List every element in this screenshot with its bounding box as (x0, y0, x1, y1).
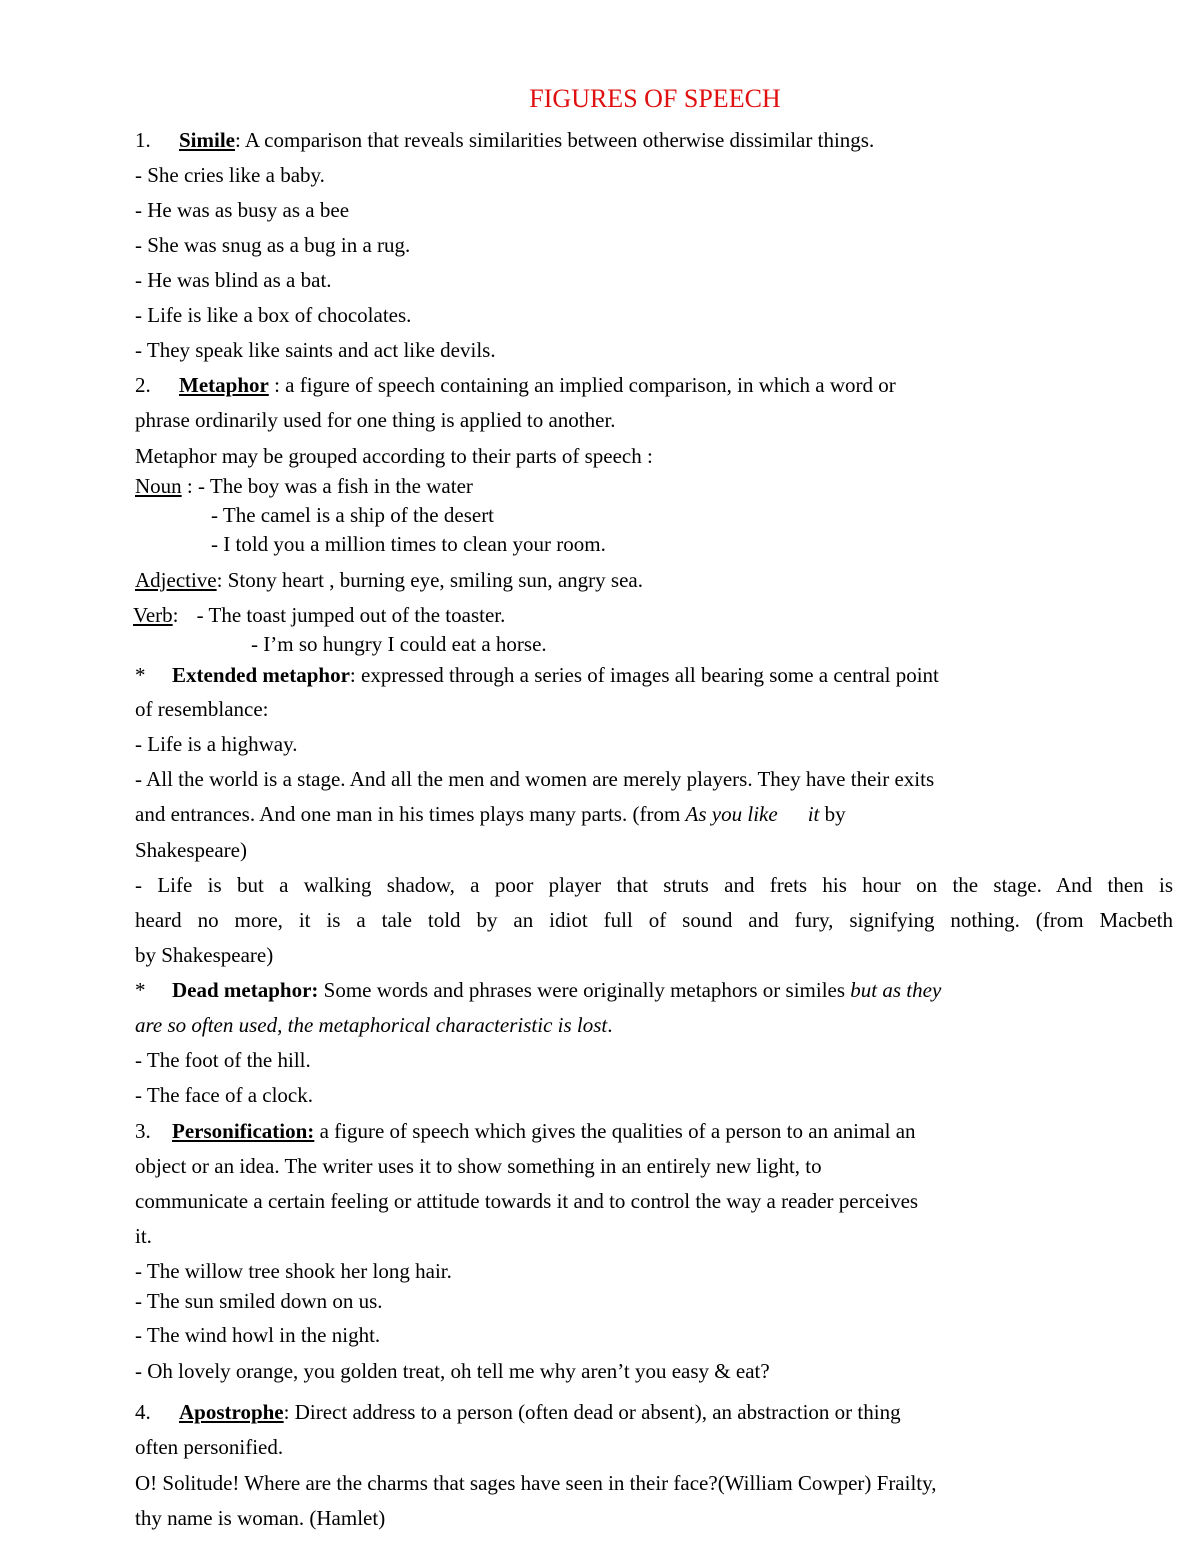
metaphor-definition-line: phrase ordinarily used for one thing is applied to another. (135, 408, 616, 432)
verb-example: - I’m so hungry I could eat a horse. (251, 632, 547, 656)
simile-example: - He was blind as a bat. (135, 268, 332, 292)
extended-example-text: by (819, 802, 846, 826)
noun-example: - The boy was a fish in the water (198, 474, 473, 498)
apostrophe-example: thy name is woman. (Hamlet) (135, 1506, 386, 1530)
personification-number: 3. (135, 1119, 151, 1143)
personification-definition-line: it. (135, 1224, 152, 1248)
simile-heading (135, 128, 874, 152)
metaphor-noun-line (135, 474, 473, 498)
metaphor-adjective-line (135, 568, 643, 592)
extended-metaphor-label: Extended metaphor (172, 663, 350, 687)
simile-example: - They speak like saints and act like devils. (135, 338, 496, 362)
simile-example: - Life is like a box of chocolates. (135, 303, 412, 327)
personification-definition-line: communicate a certain feeling or attitude towards it and to control the way a reader perceives (135, 1189, 919, 1213)
extended-example-line: heard no more, it is a tale told by an idiot full of sound and fury, signifying nothing. (from Macbeth (135, 908, 1173, 932)
metaphor-grouping: Metaphor may be grouped according to their parts of speech : (135, 444, 653, 468)
extended-metaphor-heading (135, 663, 939, 687)
adjective-label: Adjective (135, 568, 217, 592)
simile-example: - She cries like a baby. (135, 163, 325, 187)
metaphor-number: 2. (135, 373, 151, 397)
apostrophe-term: Apostrophe (179, 1400, 284, 1424)
metaphor-definition: : a figure of speech containing an implied comparison, in which a word or (268, 373, 896, 397)
personification-example: - The willow tree shook her long hair. (135, 1259, 452, 1283)
dead-metaphor-heading (135, 978, 941, 1002)
metaphor-heading (135, 373, 896, 397)
bullet-star: * (135, 663, 146, 687)
personification-definition-line: object or an idea. The writer uses it to show something in an entirely new light, to (135, 1154, 822, 1178)
extended-example-line: by Shakespeare) (135, 943, 274, 967)
noun-label: Noun (135, 474, 182, 498)
extended-example: - All the world is a stage. And all the men and women are merely players. They have their exits (135, 767, 935, 791)
personification-heading (135, 1119, 916, 1143)
extended-example-text: and entrances. And one man in his times plays many parts. (from (135, 802, 686, 826)
extended-metaphor-text: : expressed through a series of images all bearing some a central point (349, 663, 939, 687)
work-title: As you like (685, 802, 778, 826)
personification-definition: a figure of speech which gives the qualities of a person to an animal an (314, 1119, 916, 1143)
adjective-text: : Stony heart , burning eye, smiling sun, angry sea. (216, 568, 643, 592)
metaphor-term: Metaphor (179, 373, 269, 397)
personification-example: - The sun smiled down on us. (135, 1289, 383, 1313)
noun-separator: : (181, 474, 199, 498)
personification-example: - The wind howl in the night. (135, 1323, 381, 1347)
dead-example: - The face of a clock. (135, 1083, 314, 1107)
dead-example: - The foot of the hill. (135, 1048, 311, 1072)
verb-example: - The toast jumped out of the toaster. (196, 603, 506, 627)
extended-example-line: Shakespeare) (135, 838, 247, 862)
simile-term: Simile (179, 128, 235, 152)
page-title: FIGURES OF SPEECH (529, 84, 781, 113)
simile-example: - She was snug as a bug in a rug. (135, 233, 411, 257)
verb-label: Verb (133, 603, 173, 627)
personification-term: Personification: (172, 1119, 315, 1143)
bullet-star: * (135, 978, 146, 1002)
personification-example: - Oh lovely orange, you golden treat, oh tell me why aren’t you easy & eat? (135, 1359, 770, 1383)
apostrophe-heading (135, 1400, 901, 1424)
dead-metaphor-line (135, 1013, 613, 1037)
dead-metaphor-italic: but as they (850, 978, 942, 1002)
apostrophe-definition-line: often personified. (135, 1435, 284, 1459)
extended-example: - Life is a highway. (135, 732, 298, 756)
simile-number: 1. (135, 128, 151, 152)
dead-metaphor-text: Some words and phrases were originally metaphors or similes (318, 978, 851, 1002)
noun-example: - The camel is a ship of the desert (211, 503, 495, 527)
verb-colon: : (172, 603, 179, 627)
dead-metaphor-end: . (607, 1013, 613, 1037)
noun-example: - I told you a million times to clean your room. (211, 532, 606, 556)
dead-metaphor-italic: are so often used, the metaphorical characteristic is lost (135, 1013, 608, 1037)
apostrophe-number: 4. (135, 1400, 151, 1424)
apostrophe-example: O! Solitude! Where are the charms that sages have seen in their face?(William Cowper) Frailty, (135, 1471, 937, 1495)
extended-metaphor-text-line: of resemblance: (135, 697, 269, 721)
simile-definition: : A comparison that reveals similarities between otherwise dissimilar things. (235, 128, 875, 152)
dead-metaphor-label: Dead metaphor: (172, 978, 319, 1002)
work-title: it (807, 802, 820, 826)
apostrophe-definition: : Direct address to a person (often dead or absent), an abstraction or thing (283, 1400, 901, 1424)
extended-example-line (135, 802, 846, 826)
simile-example: - He was as busy as a bee (135, 198, 350, 222)
extended-example: - Life is but a walking shadow, a poor player that struts and frets his hour on the stage. And then is (135, 873, 1173, 897)
metaphor-verb-line (133, 603, 505, 627)
